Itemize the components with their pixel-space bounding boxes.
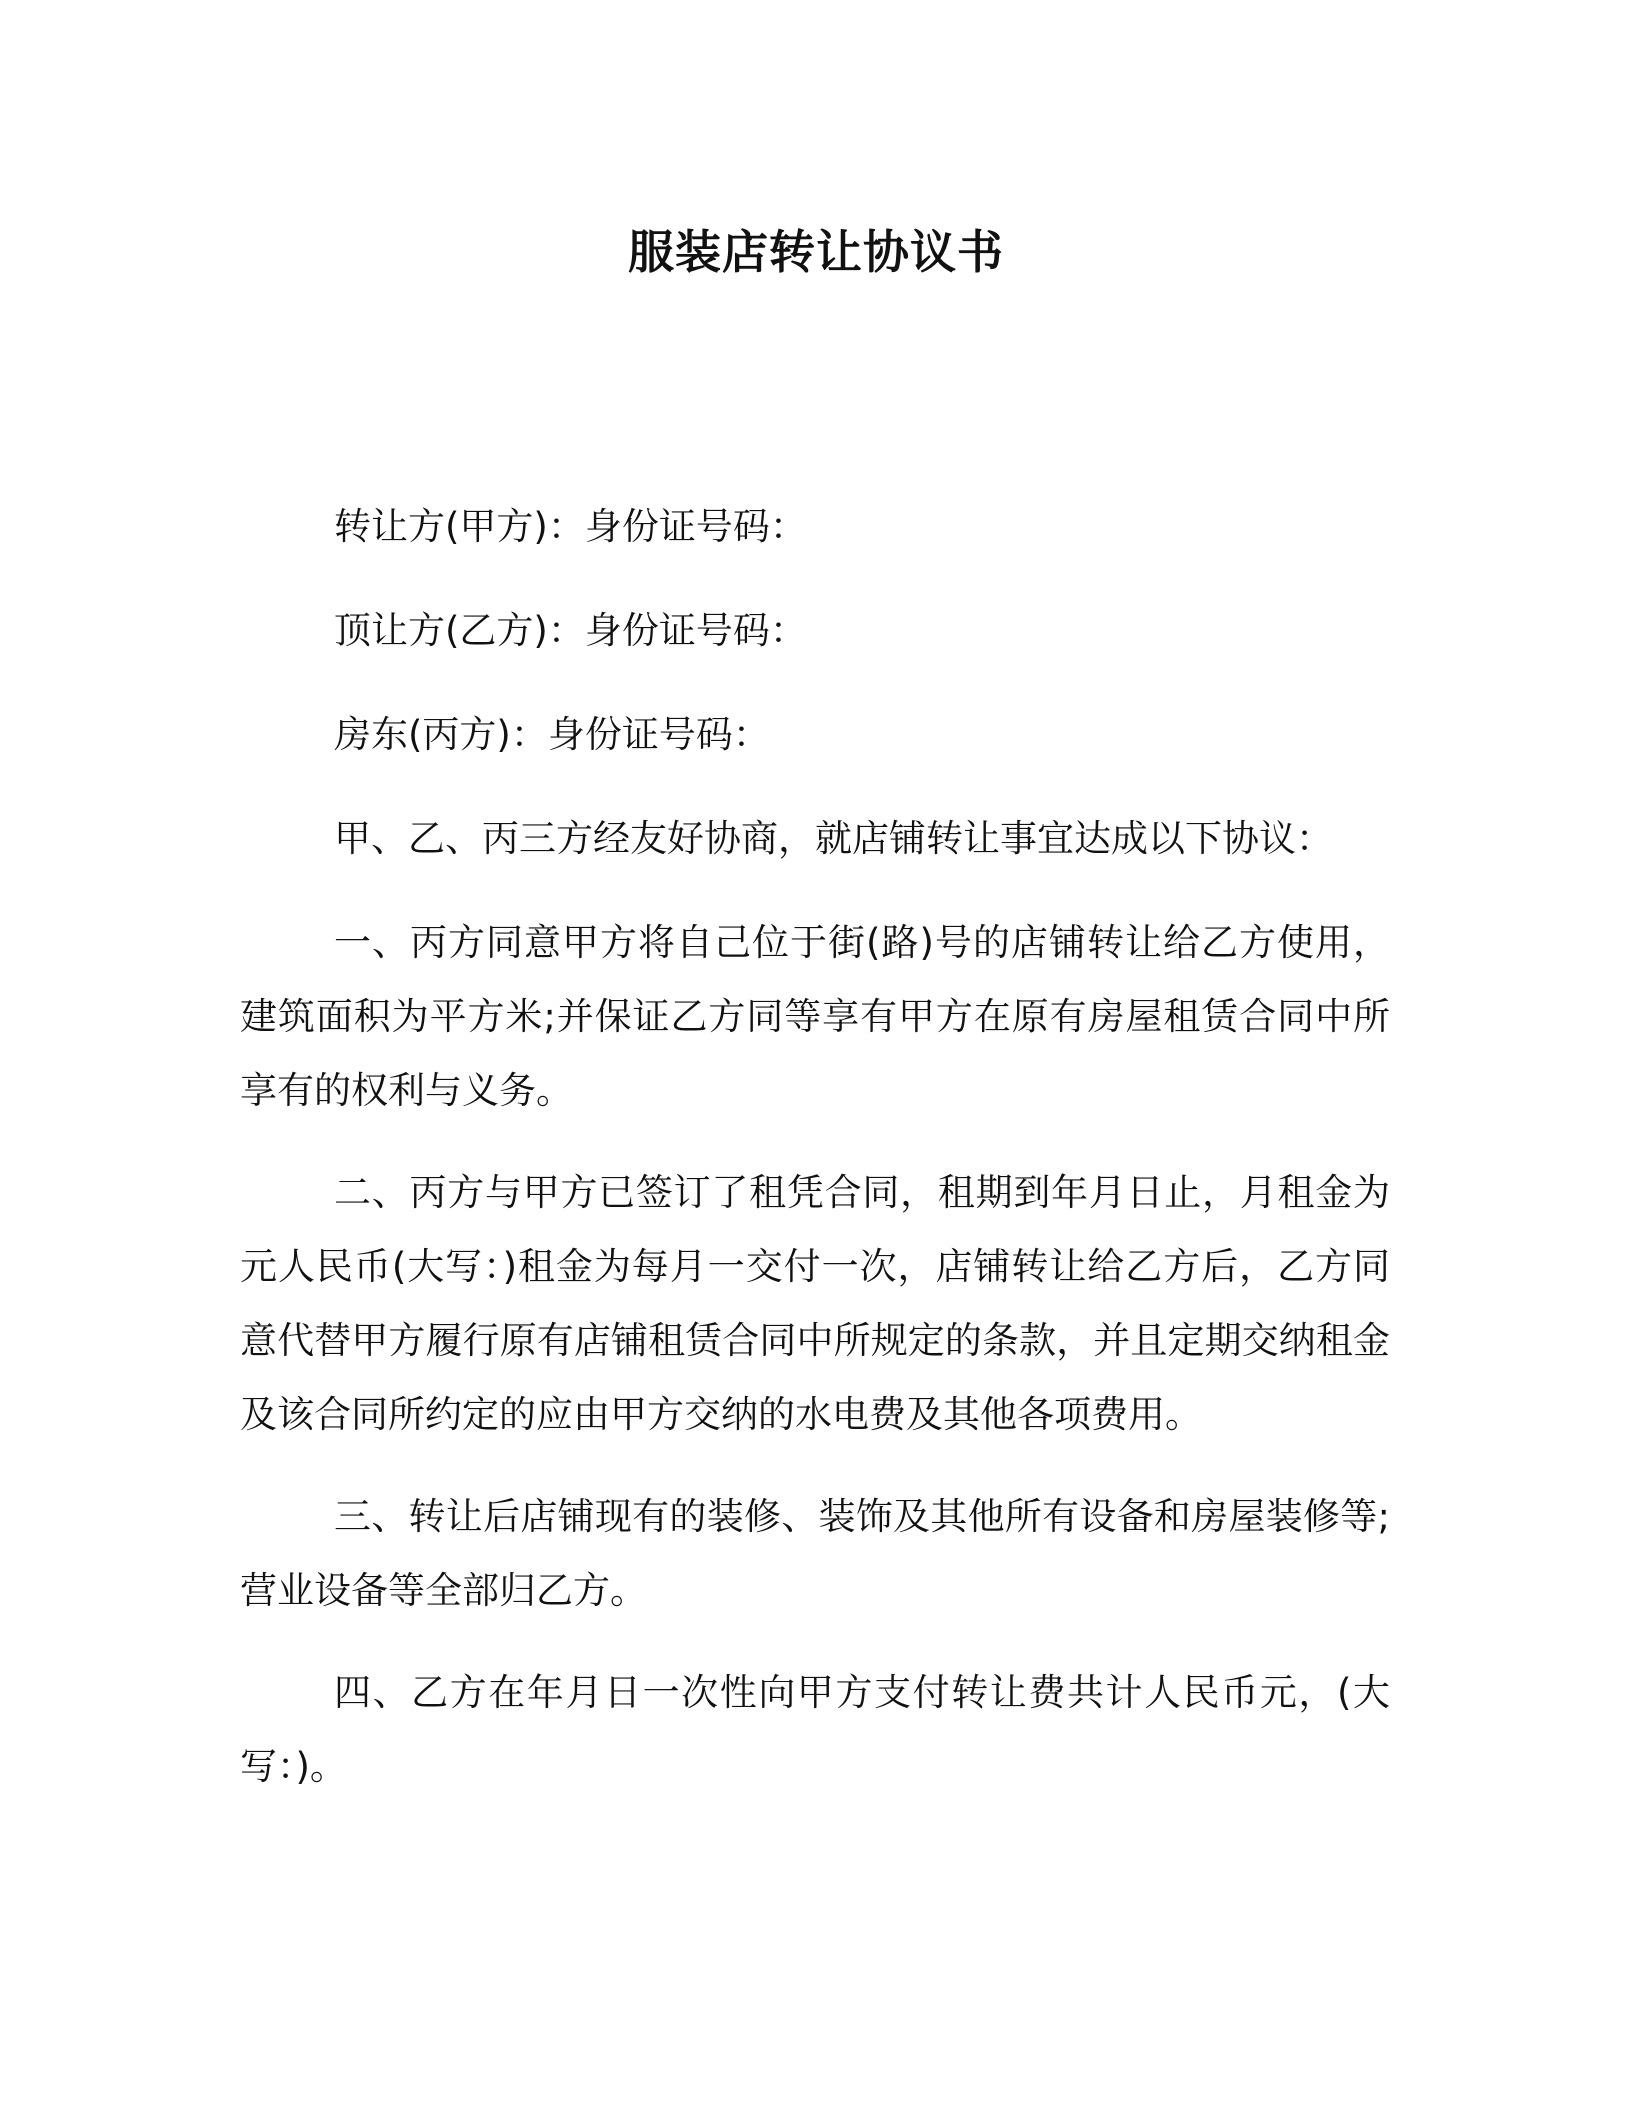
- clause-2: 二、丙方与甲方已签订了租凭合同，租期到年月日止，月租金为元人民币(大写：)租金为每月一交付一次，店铺转让给乙方后，乙方同意代替甲方履行原有店铺租赁合同中所规定的条款，并且定期交纳租金及该合同所约定的应由甲方交纳的水电费及其他各项费用。: [240, 1171, 1390, 1436]
- party-transferee: 顶让方(乙方)：身份证号码：: [334, 609, 807, 652]
- clause-3: 三、转让后店铺现有的装修、装饰及其他所有设备和房屋装修等;营业设备等全部归乙方。: [240, 1495, 1390, 1612]
- intro-paragraph: 甲、乙、丙三方经友好协商，就店铺转让事宜达成以下协议：: [334, 817, 1333, 860]
- document-title: 服装店转让协议书: [628, 225, 1004, 279]
- party-transferor: 转让方(甲方)：身份证号码：: [334, 505, 807, 548]
- document-body: [240, 490, 1390, 1832]
- party-landlord: 房东(丙方)：身份证号码：: [334, 713, 770, 756]
- clause-1: 一、丙方同意甲方将自己位于街(路)号的店铺转让给乙方使用，建筑面积为平方米;并保证乙方同等享有甲方在原有房屋租赁合同中所享有的权利与义务。: [240, 921, 1390, 1112]
- clause-4: 四、乙方在年月日一次性向甲方支付转让费共计人民币元，(大写：)。: [240, 1671, 1390, 1788]
